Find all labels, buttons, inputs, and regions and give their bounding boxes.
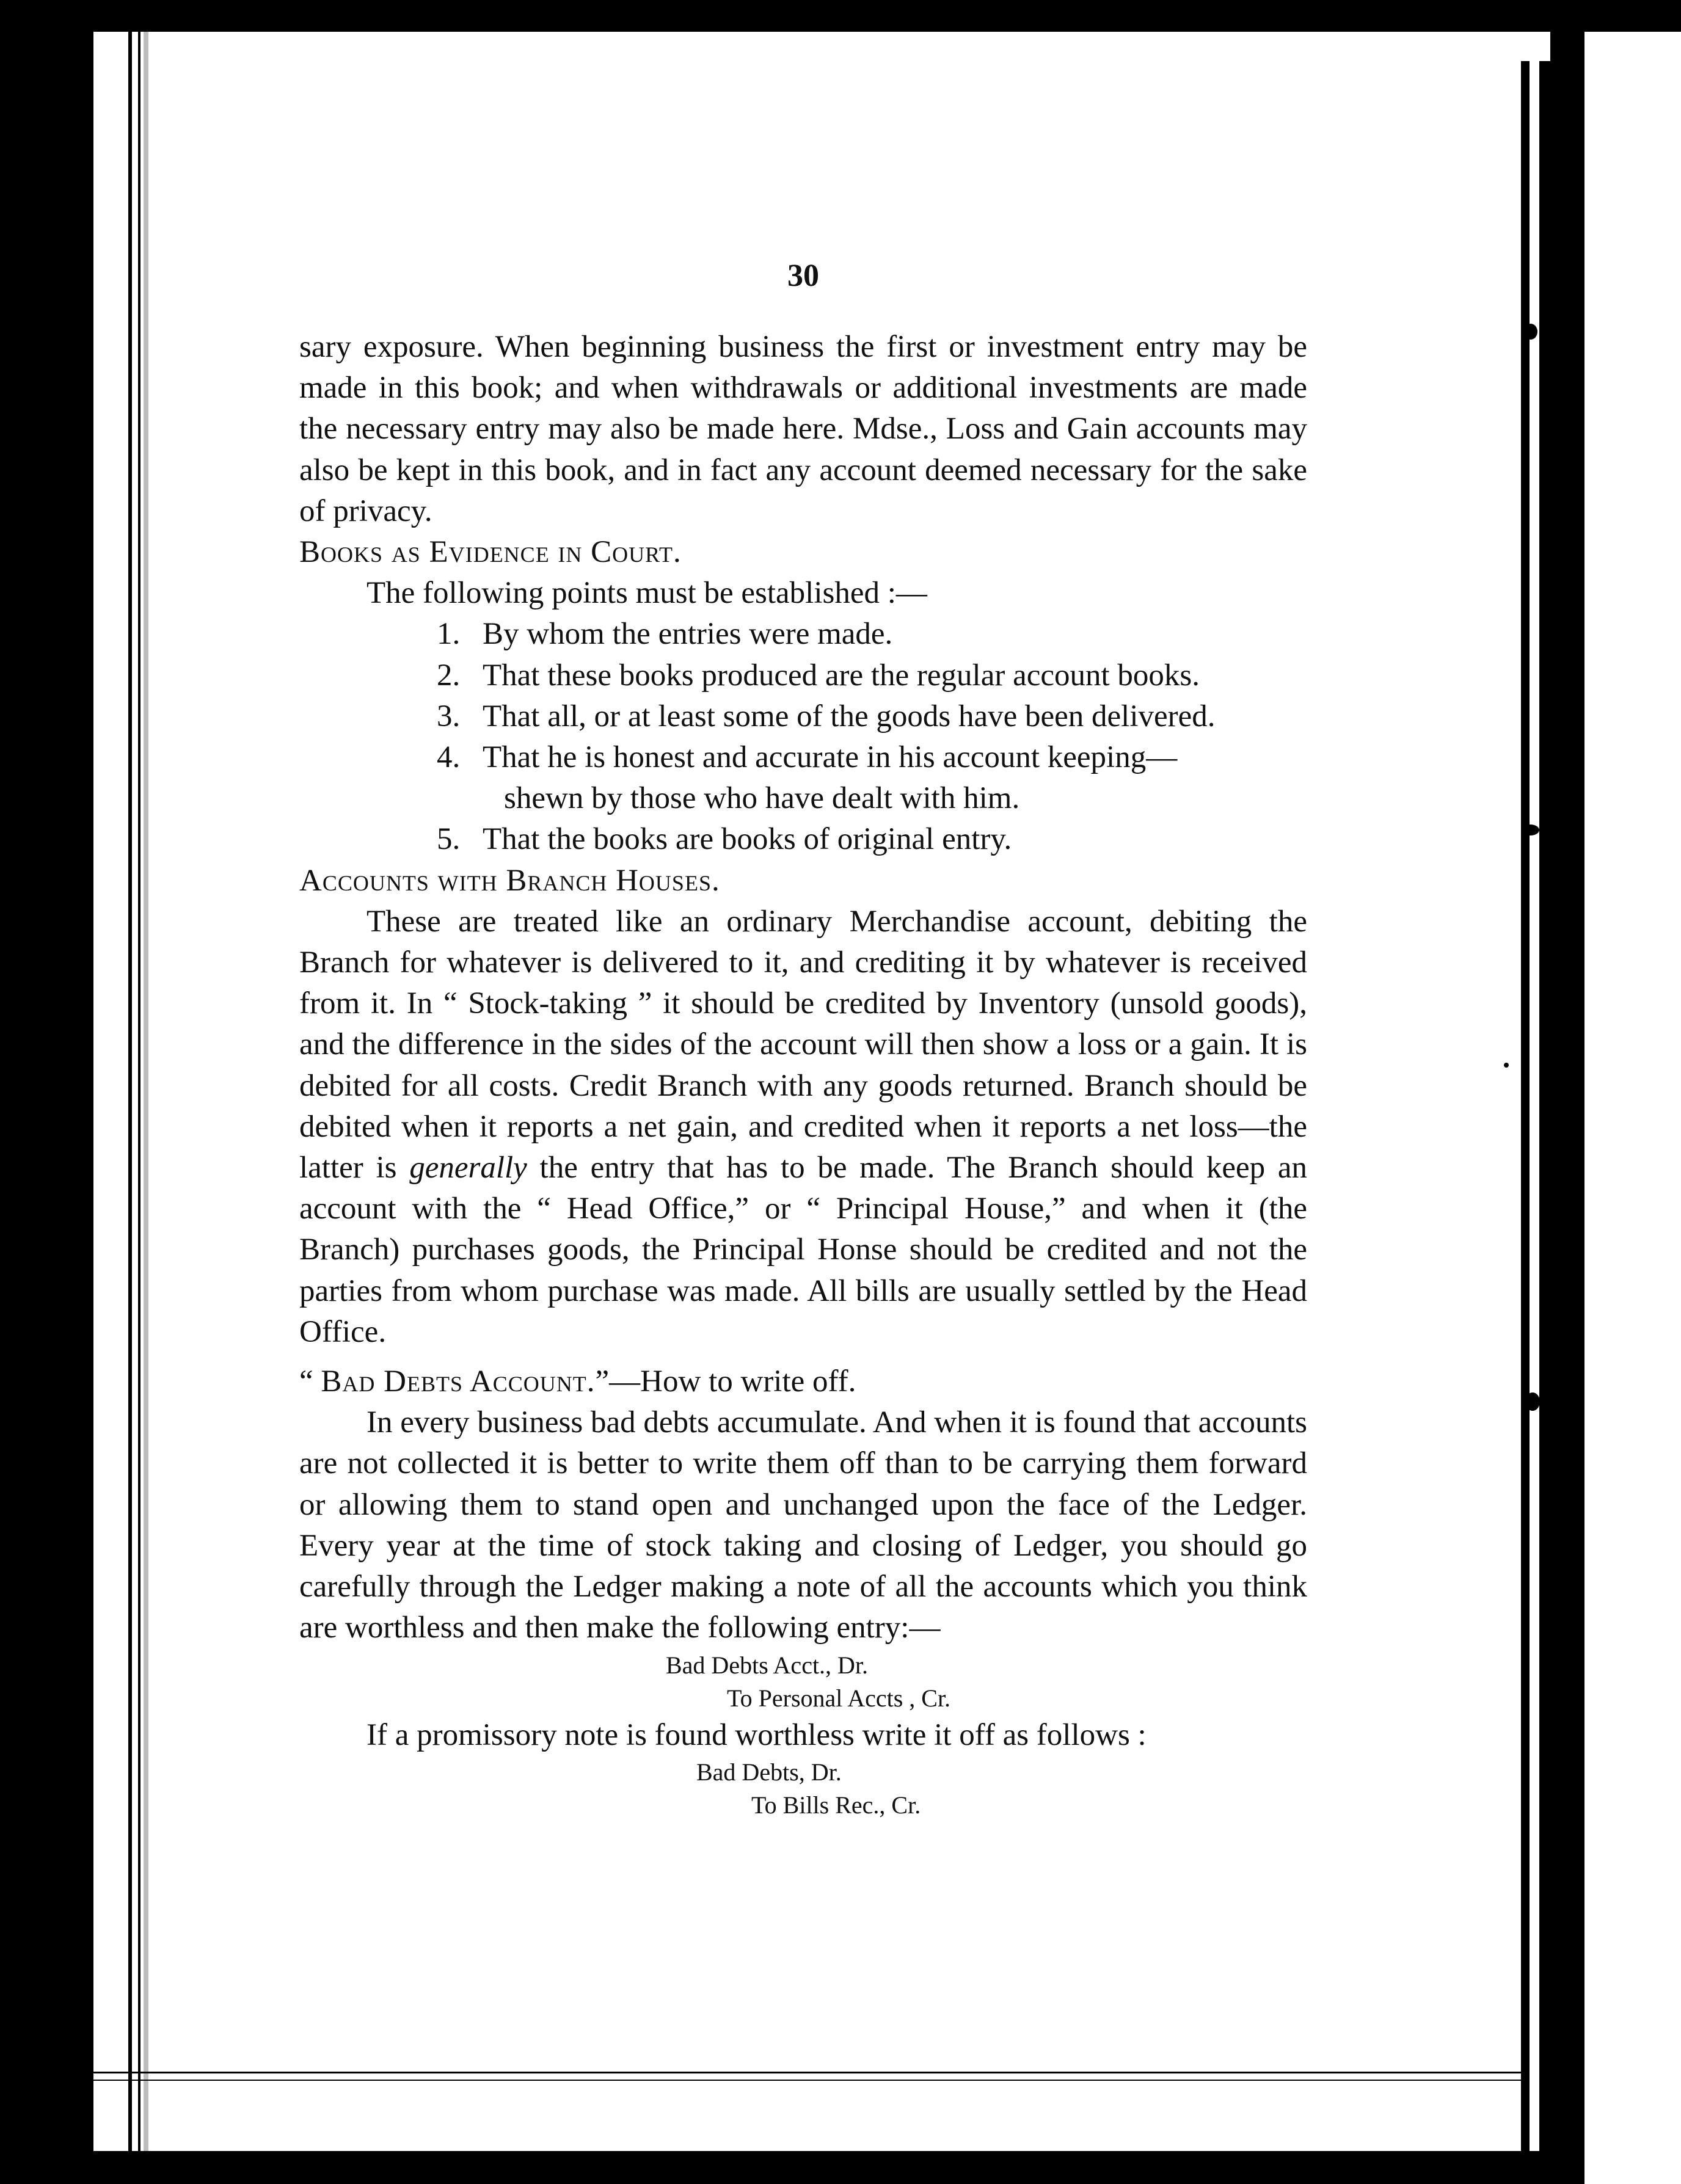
entry-debit-line: Bad Debts, Dr. — [696, 1758, 842, 1786]
list-item — [299, 696, 1307, 737]
right-binding-bar-2 — [1539, 61, 1560, 2184]
paragraph-privacy: sary exposure. When beginning business the first or investment entry may be made in this book; and when withdrawals or additional investments are made the necessary entry may also be made here. Mdse., Loss and Gain accounts may also be kept in this book, and in fact any account deemed necessary for the sake of privacy. — [299, 330, 1307, 528]
heading-bad-debts — [299, 1361, 1307, 1402]
list-item-number: 2. — [437, 658, 461, 693]
list-item-number: 4. — [437, 740, 461, 775]
scan-speck-4 — [1504, 1063, 1509, 1068]
right-binding-bar-1 — [1521, 61, 1530, 2184]
left-edge-line-3 — [92, 32, 93, 2151]
paragraph-branch-houses — [299, 901, 1307, 1353]
right-page-strip — [1584, 32, 1681, 2184]
bottom-edge-line-2 — [92, 2080, 1521, 2081]
left-edge-line-2 — [138, 32, 140, 2151]
list-item-text: That these books produced are the regular account books. — [483, 658, 1200, 693]
list-item-text: That all, or at least some of the goods have been delivered. — [483, 699, 1216, 733]
list-item — [299, 737, 1307, 819]
entry-credit-line: To Bills Rec., Cr. — [751, 1791, 921, 1819]
page-body — [299, 327, 1307, 1822]
evidence-points-list — [299, 614, 1307, 860]
bottom-edge-line-1 — [92, 2072, 1521, 2073]
scan-speck-2 — [1521, 824, 1539, 835]
scan-speck-3 — [1525, 1392, 1540, 1411]
entry-debit-line: Bad Debts Acct., Dr. — [666, 1651, 869, 1679]
scan-speck-1 — [1524, 324, 1537, 340]
entry-credit-line: To Personal Accts , Cr. — [727, 1684, 951, 1712]
list-item-number: 3. — [437, 699, 461, 733]
heading-books-as-evidence: Books as Evidence in Court. — [299, 535, 682, 570]
left-edge-shadow — [144, 32, 148, 2151]
paragraph-promissory-note: If a promissory note is found worthless write it off as follows : — [366, 1717, 1147, 1752]
paragraph-points-intro: The following points must be established :— — [366, 576, 927, 611]
heading-bad-debts-subtitle: ”—How to write off. — [595, 1364, 856, 1399]
list-item-text: That the books are books of original entry. — [483, 822, 1012, 857]
list-item — [299, 614, 1307, 655]
list-item-text: That he is honest and accurate in his account keeping— — [483, 740, 1178, 775]
list-item — [299, 819, 1307, 860]
heading-branch-houses: Accounts with Branch Houses. — [299, 863, 720, 898]
left-edge-line-1 — [128, 32, 132, 2151]
branch-text-part-2: the entry that has to be made. The Branch should keep an account with the “ Head Office,” or “ Principal House,” and when it (the Branch) purchases goods, the Principal Honse should be credited and not the parties from whom purchase was made. All bills are usually settled by the Head Office. — [299, 1151, 1308, 1349]
list-item-number: 5. — [437, 822, 461, 857]
branch-text-part-1: These are treated like an ordinary Merchandise account, debiting the Branch for whatever is delivered to it, and crediting it by whatever is received from it. In “ Stock-taking ” it should be credited by Inventory (unsold goods), and the difference in the sides of the account will then show a loss or a gain. It is debited for all costs. Credit Branch with any goods returned. Branch should be debited when it reports a net gain, and credited when it reports a net loss—the latter is — [299, 904, 1307, 1185]
list-item-text: By whom the entries were made. — [483, 617, 893, 652]
right-binding-bar-3 — [1570, 61, 1584, 2184]
scan-speck-5 — [43, 1472, 51, 1478]
list-item-continuation: shewn by those who have dealt with him. — [504, 781, 1020, 816]
list-item — [299, 655, 1307, 696]
page-number: 30 — [787, 258, 819, 293]
paragraph-bad-debts: In every business bad debts accumulate. And when it is found that accounts are not collected it is better to write them off than to be carrying them forward or allowing them to stand open and unchanged upon the face of the Ledger. Every year at the time of stock taking and closing of Ledger, you should go carefully through the Ledger making a note of all the accounts which you think are worthless and then make the following entry:— — [299, 1405, 1307, 1645]
heading-bad-debts-title: Bad Debts Account. — [321, 1364, 596, 1399]
branch-text-emphasis: generally — [409, 1151, 527, 1185]
heading-bad-debts-quote: “ — [299, 1364, 313, 1399]
journal-entry-bills-rec — [299, 1756, 1307, 1822]
list-item-number: 1. — [437, 617, 461, 652]
journal-entry-personal-accts — [299, 1649, 1307, 1715]
